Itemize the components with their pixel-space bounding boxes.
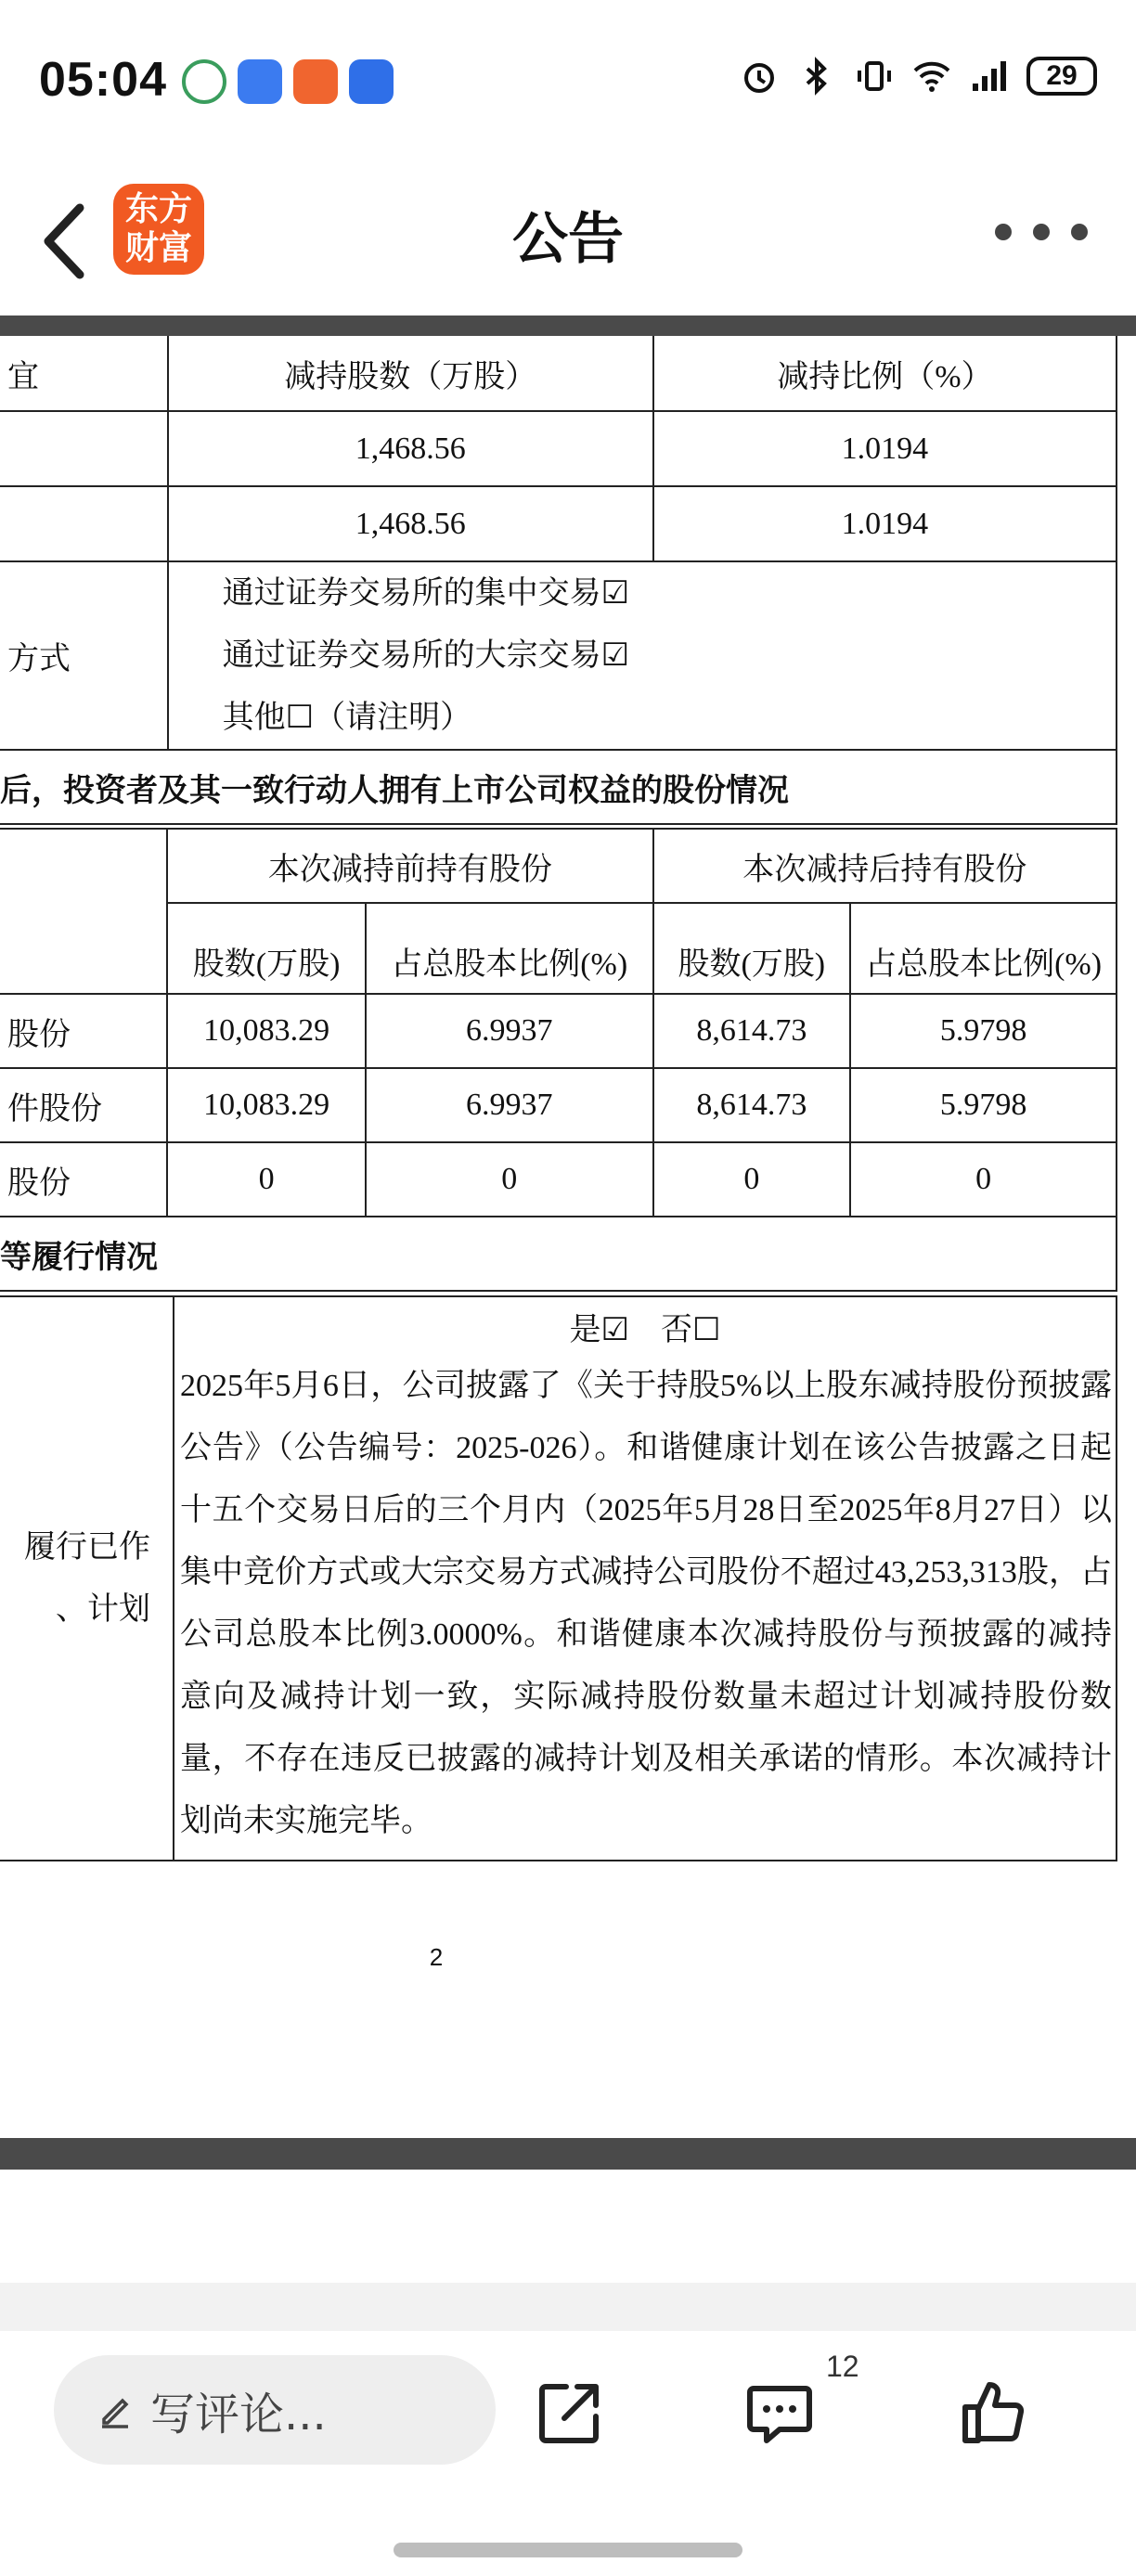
reduction-table <box>0 336 1117 825</box>
table-cell: 0 <box>653 1142 851 1217</box>
method-item: 通过证券交易所的大宗交易☑ <box>222 638 630 673</box>
table-row <box>0 1142 1117 1217</box>
bottom-action-bar <box>0 2331 1136 2576</box>
comment-placeholder: 写评论... <box>150 2388 327 2441</box>
table-cell: 6.9937 <box>366 994 653 1068</box>
table-cell: 10,083.29 <box>167 994 366 1068</box>
table-cell: 5.9798 <box>850 1068 1117 1142</box>
alarm-icon <box>739 56 780 97</box>
table-cell <box>0 486 168 561</box>
status-bar <box>0 0 1136 167</box>
table-cell: 宜 <box>0 336 168 411</box>
status-time: 05:04 <box>39 53 167 107</box>
method-list <box>168 561 1117 750</box>
status-icons <box>739 56 1097 97</box>
table-cell: 10,083.29 <box>167 1068 366 1142</box>
table-row <box>0 994 1117 1068</box>
holdings-table <box>0 828 1117 1292</box>
pen-icon <box>97 2391 134 2428</box>
document-bottom-border <box>0 2138 1136 2170</box>
shield-notification-icon <box>349 59 394 104</box>
col-header: 股数(万股) <box>653 903 851 994</box>
commitment-table <box>0 1295 1117 1861</box>
table-cell: 8,614.73 <box>653 994 851 1068</box>
battery-indicator: 29 <box>1026 57 1097 96</box>
table-cell: 减持比例（%） <box>653 336 1117 411</box>
section-title: 后，投资者及其一致行动人拥有上市公司权益的股份情况 <box>0 750 1117 824</box>
table-cell <box>0 411 168 486</box>
separator-strip <box>0 2283 1136 2331</box>
table-cell: 减持股数（万股） <box>168 336 653 411</box>
nav-bar <box>0 167 1136 316</box>
logo-line2: 财富 <box>124 229 192 267</box>
table-cell: 5.9798 <box>850 994 1117 1068</box>
col-header: 占总股本比例(%) <box>850 903 1117 994</box>
group-header-before: 本次减持前持有股份 <box>167 829 652 903</box>
table-cell: 股份 <box>0 1142 167 1217</box>
row-label: 、计划 <box>55 1592 150 1627</box>
table-cell: 8,614.73 <box>653 1068 851 1142</box>
table-cell: 0 <box>366 1142 653 1217</box>
section-title: 等履行情况 <box>0 1217 1117 1291</box>
col-header: 股数(万股) <box>167 903 366 994</box>
table-cell: 6.9937 <box>366 1068 653 1142</box>
bluetooth-icon <box>796 56 837 97</box>
table-cell: 1,468.56 <box>168 486 653 561</box>
method-item: 其他☐（请注明） <box>222 701 472 735</box>
table-row <box>0 1068 1117 1142</box>
col-header: 占总股本比例(%) <box>366 903 653 994</box>
disclosure-paragraph: 2025年5月6日，公司披露了《关于持股5%以上股东减持股份预披露公告》（公告编号：2025-026）。和谐健康计划在该公告披露之日起十五个交易日后的三个月内（2025年5月28日至2025年8月27日）以集中竞价方式或大宗交易方式减持公司股份不超过43,253,313股，占公司总股本比例3.0000%。和谐健康本次减持股份与预披露的减持意向及减持计划一致，实际减持股份数量未超过计划减持股份数量，不存在违反已披露的减持计划及相关承诺的情形。本次减持计划尚未实施完毕。 <box>179 1369 1112 1838</box>
logo-line1: 东方 <box>124 190 192 228</box>
document-top-border <box>0 316 1136 336</box>
share-icon[interactable] <box>533 2376 607 2450</box>
table-cell <box>0 1296 174 1861</box>
vibrate-icon <box>854 56 895 97</box>
group-header-after: 本次减持后持有股份 <box>653 829 1117 903</box>
chat-notification-icon <box>238 59 282 104</box>
method-item: 通过证券交易所的集中交易☑ <box>222 576 630 611</box>
comment-count-badge: 12 <box>826 2350 859 2383</box>
signal-icon <box>969 56 1010 97</box>
like-icon[interactable] <box>956 2376 1030 2450</box>
table-cell: 0 <box>167 1142 366 1217</box>
more-options-icon[interactable] <box>995 213 1088 251</box>
comment-icon[interactable] <box>742 2376 817 2450</box>
row-label: 履行已作 <box>23 1530 150 1565</box>
comment-input[interactable] <box>54 2355 496 2465</box>
page-title: 公告 <box>512 207 624 272</box>
table-cell: 1,468.56 <box>168 411 653 486</box>
table-cell: 方式 <box>0 561 168 750</box>
wifi-icon <box>911 56 952 97</box>
send-notification-icon <box>293 59 338 104</box>
page-number: 2 <box>429 1943 444 1971</box>
table-cell: 件股份 <box>0 1068 167 1142</box>
table-cell <box>174 1296 1117 1861</box>
table-cell: 股份 <box>0 994 167 1068</box>
document-page <box>0 336 1136 2138</box>
table-cell: 1.0194 <box>653 486 1117 561</box>
home-indicator[interactable] <box>394 2543 742 2557</box>
table-cell: 0 <box>850 1142 1117 1217</box>
app-notification-icon <box>182 59 226 104</box>
table-cell <box>0 829 167 994</box>
table-cell: 1.0194 <box>653 411 1117 486</box>
yes-no-choice: 是☑ 否☐ <box>569 1313 721 1347</box>
document-edge <box>1117 336 1136 2138</box>
